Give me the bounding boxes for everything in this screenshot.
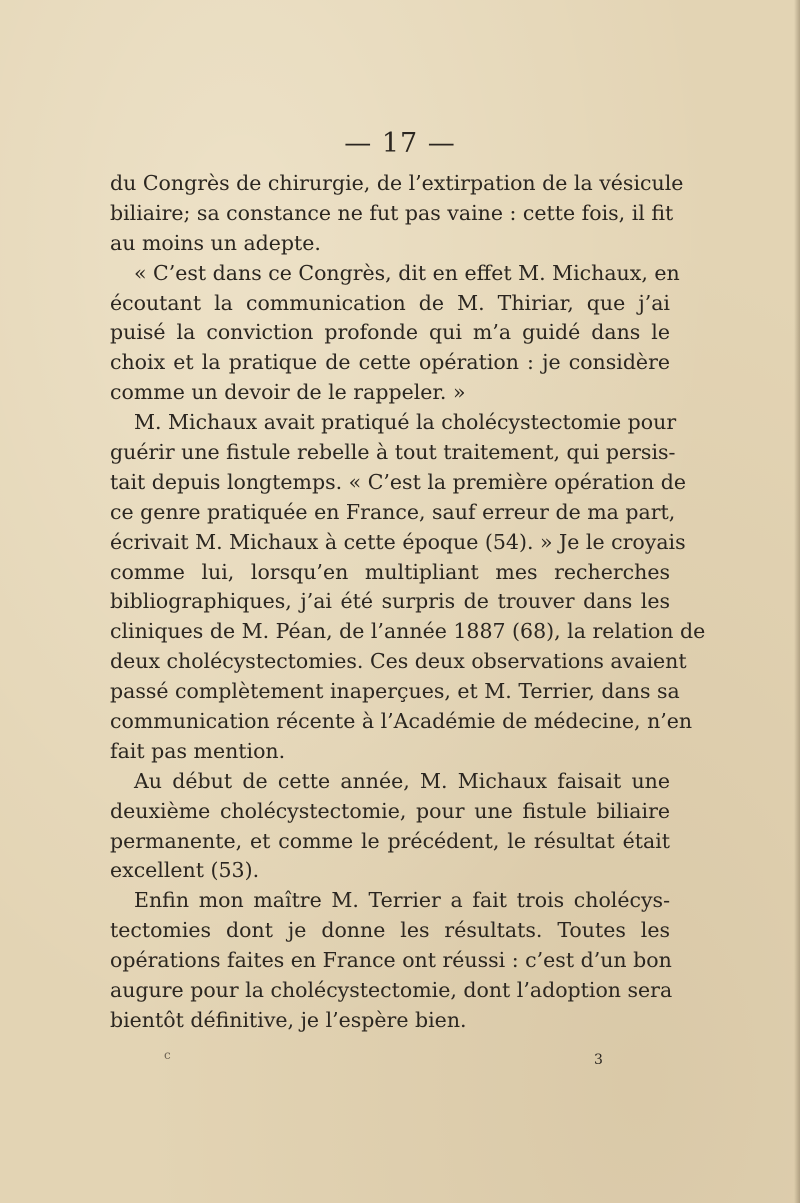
text-line: ce genre pratiquée en France, sauf erreur de ma part, xyxy=(110,499,676,524)
page-edge-shadow xyxy=(794,0,800,1203)
text-line: bientôt définitive, je l’espère bien. xyxy=(110,1007,467,1032)
text-line: excellent (53). xyxy=(110,858,260,883)
text-line: cliniques de M. Péan, de l’année 1887 (68), la relation de xyxy=(110,619,706,644)
signature-mark: 3 xyxy=(594,1052,603,1068)
body-text xyxy=(110,169,706,1036)
page-number: — 17 — xyxy=(344,128,456,159)
text-line: permanente, et comme le précédent, le résultat était xyxy=(110,828,670,853)
text-line: « C’est dans ce Congrès, dit en effet M. Michaux, en xyxy=(134,260,680,285)
text-line: fait pas mention. xyxy=(110,738,286,763)
text-line: M. Michaux avait pratiqué la cholécystectomie pour xyxy=(134,410,677,435)
text-line: Enfin mon maître M. Terrier a fait trois cholécys- xyxy=(134,888,670,913)
text-line: tectomies dont je donne les résultats. Toutes les xyxy=(110,918,670,943)
text-line: passé complètement inaperçues, et M. Terrier, dans sa xyxy=(110,679,680,704)
text-line: communication récente à l’Académie de médecine, n’en xyxy=(110,709,693,734)
text-line: écoutant la communication de M. Thiriar, que j’ai xyxy=(110,290,670,315)
text-line: tait depuis longtemps. « C’est la première opération de xyxy=(110,469,686,494)
text-line: augure pour la cholécystectomie, dont l’adoption sera xyxy=(110,978,673,1003)
text-line: comme lui, lorsqu’en multipliant mes recherches xyxy=(110,559,670,584)
text-line: du Congrès de chirurgie, de l’extirpation de la vésicule xyxy=(110,171,684,195)
text-line: choix et la pratique de cette opération : je considère xyxy=(110,350,670,375)
text-line: biliaire; sa constance ne fut pas vaine : cette fois, il fit xyxy=(110,200,674,225)
text-line: Au début de cette année, M. Michaux faisait une xyxy=(134,768,670,793)
text-line: écrivait M. Michaux à cette époque (54). » Je le croyais xyxy=(110,529,686,554)
text-line: comme un devoir de le rappeler. » xyxy=(110,380,466,405)
text-line: puisé la conviction profonde qui m’a guidé dans le xyxy=(110,320,670,345)
text-line: guérir une fistule rebelle à tout traitement, qui persis- xyxy=(110,440,676,465)
margin-mark: c xyxy=(164,1048,171,1062)
text-line: bibliographiques, j’ai été surpris de trouver dans les xyxy=(110,589,670,614)
text-line: deux cholécystectomies. Ces deux observations avaient xyxy=(110,649,687,674)
text-line: au moins un adepte. xyxy=(110,230,321,255)
text-line: deuxième cholécystectomie, pour une fistule biliaire xyxy=(110,798,670,823)
text-line: opérations faites en France ont réussi : c’est d’un bon xyxy=(110,948,672,973)
